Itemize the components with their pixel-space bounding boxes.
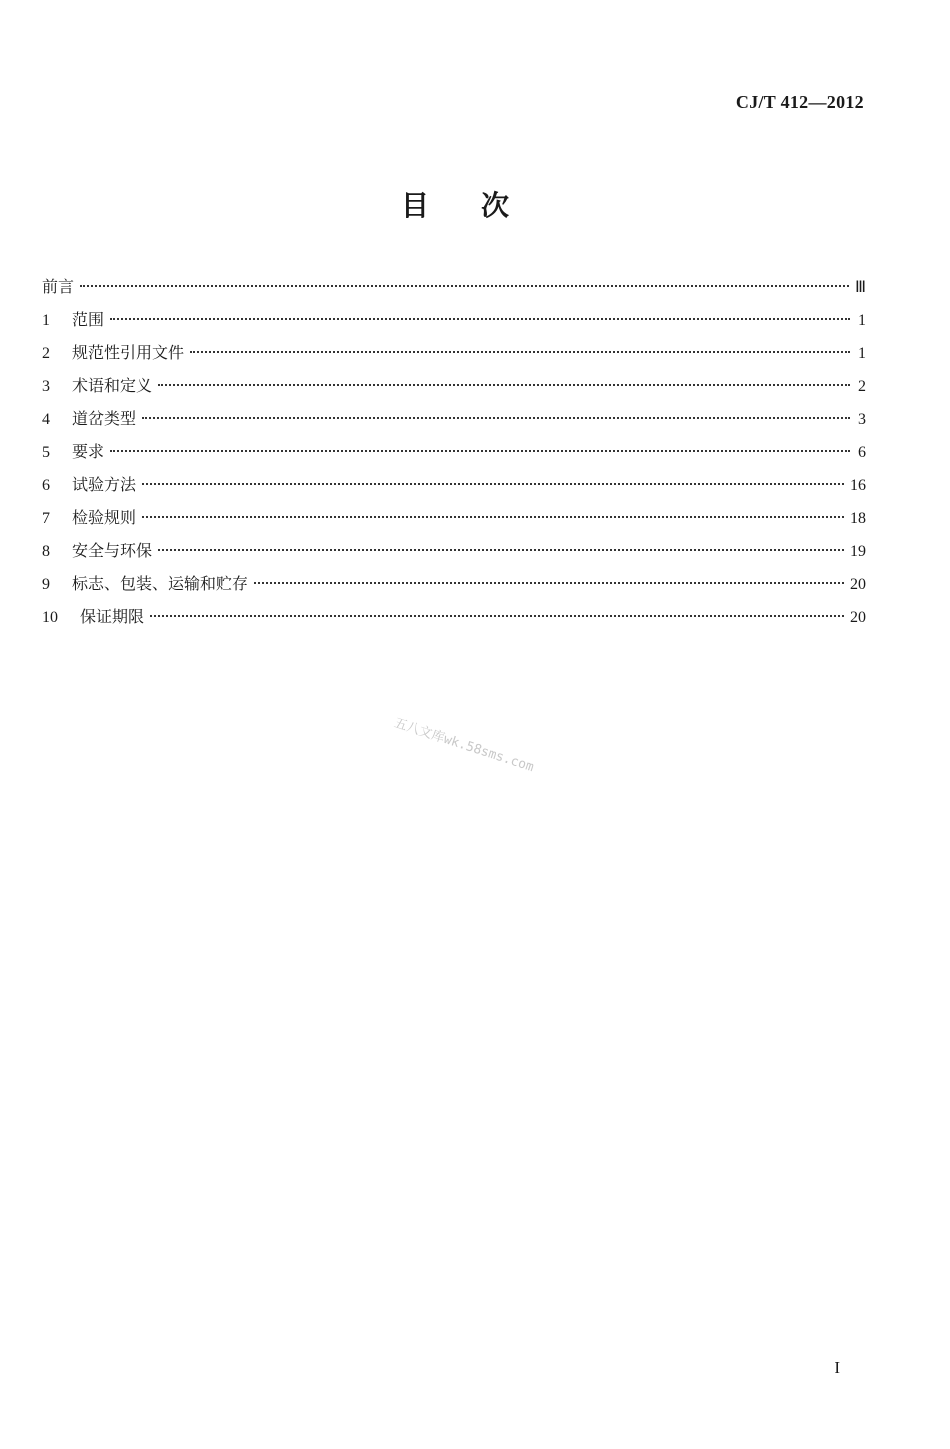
toc-entry-1[interactable] [42,303,866,336]
toc-entry-number: 6 [42,477,50,494]
toc-entry-page: 16 [850,477,866,494]
toc-entry-label: 要求 [72,442,105,461]
toc-entry-page: 2 [858,378,866,395]
toc-entry-number: 7 [42,510,50,527]
toc-entry-8[interactable] [42,534,866,567]
toc-leader-dots [142,483,844,485]
toc-entry-2[interactable] [42,336,866,369]
toc-entry-label: 术语和定义 [72,376,153,395]
toc-entry-label: 试验方法 [72,475,137,494]
watermark: 五八文库wk.58sms.com [392,715,536,776]
toc-entry-4[interactable] [42,402,866,435]
toc-leader-dots [110,450,850,452]
toc-leader-dots [190,351,850,353]
toc-entry-number: 2 [42,345,50,362]
toc-leader-dots [142,516,844,518]
toc-entry-page: 3 [858,411,866,428]
toc-entry-label: 规范性引用文件 [72,343,185,362]
toc-entry-page: 1 [858,345,866,362]
toc-entry-number: 9 [42,576,50,593]
toc-entry-5[interactable] [42,435,866,468]
toc-entry-10[interactable] [42,600,866,633]
toc-entry-number: 8 [42,543,50,560]
page-title: 目次 [400,189,561,222]
toc-entry-preface[interactable] [42,270,866,303]
toc-entry-label: 保证期限 [80,607,145,626]
toc-entry-label: 标志、包装、运输和贮存 [72,574,249,593]
table-of-contents [42,270,866,633]
toc-leader-dots [150,615,844,617]
toc-leader-dots [80,285,849,287]
toc-entry-6[interactable] [42,468,866,501]
toc-leader-dots [158,549,844,551]
toc-entry-7[interactable] [42,501,866,534]
toc-entry-page: 18 [850,510,866,527]
toc-entry-number: 1 [42,312,50,329]
toc-entry-3[interactable] [42,369,866,402]
page-number: I [834,1358,840,1377]
toc-entry-page: Ⅲ [854,279,866,296]
toc-leader-dots [158,384,850,386]
toc-entry-9[interactable] [42,567,866,600]
toc-entry-number: 10 [42,609,58,626]
toc-leader-dots [142,417,850,419]
toc-entry-number: 4 [42,411,50,428]
toc-entry-page: 1 [858,312,866,329]
toc-entry-number: 5 [42,444,50,461]
toc-entry-label: 范围 [72,310,105,329]
toc-entry-page: 19 [850,543,866,560]
toc-leader-dots [254,582,844,584]
toc-entry-label: 前言 [42,277,75,296]
toc-leader-dots [110,318,850,320]
toc-entry-label: 道岔类型 [72,409,137,428]
toc-entry-label: 安全与环保 [72,541,153,560]
toc-entry-page: 20 [850,609,866,626]
toc-entry-page: 20 [850,576,866,593]
toc-entry-number: 3 [42,378,50,395]
toc-entry-page: 6 [858,444,866,461]
standard-code: CJ/T 412—2012 [735,92,864,112]
toc-entry-label: 检验规则 [72,508,137,527]
